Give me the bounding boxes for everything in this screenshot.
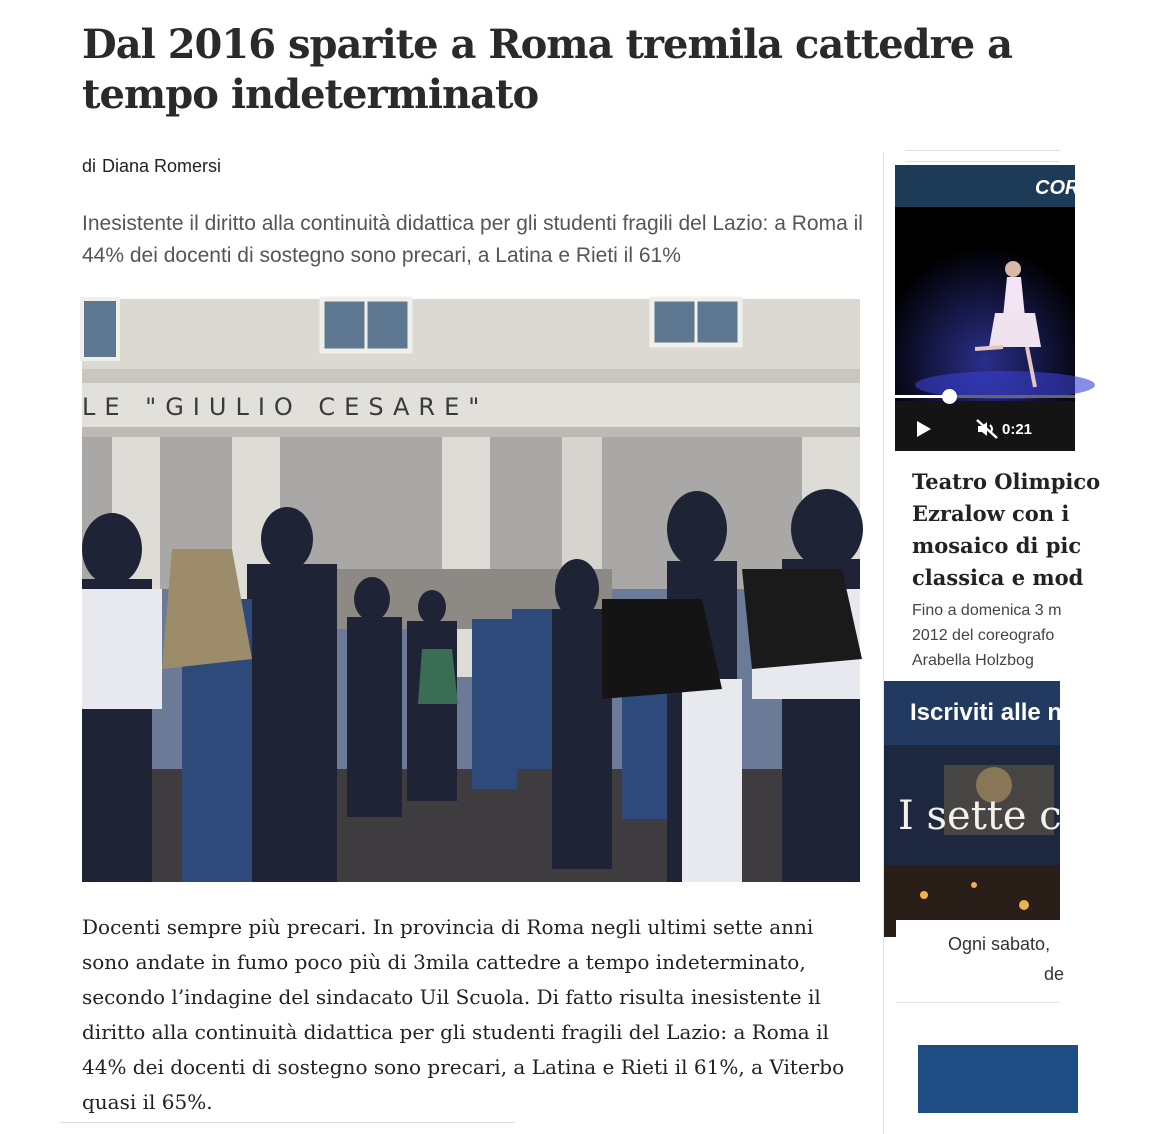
article-title: Dal 2016 sparite a Roma tremila cattedre a tempo indeterminato (82, 21, 1013, 118)
byline-prefix: di (82, 156, 97, 176)
author-link[interactable]: Diana Romersi (102, 156, 222, 176)
sidebar-story-title-line: classica e mod (912, 565, 1084, 590)
promo-caption (896, 920, 1065, 1003)
sidebar-story-title-line: mosaico di pic (912, 533, 1082, 558)
video-topbar (895, 165, 1080, 207)
dancer-frame (895, 207, 1075, 401)
school-entrance-illustration (82, 299, 860, 882)
article-summary: Inesistente il diritto alla continuità didattica per gli studenti fragili del Lazio: a Roma il 44% dei docenti di sostegno sono precari, a Latina e Rieti il 61% (82, 212, 863, 267)
video-progress-bar[interactable] (895, 395, 1075, 398)
sidebar-story-title-line: Teatro Olimpico (912, 469, 1101, 494)
promo-caption-line: Ogni sabato, (948, 934, 1051, 954)
play-icon[interactable] (917, 421, 931, 437)
sidebar-story-title[interactable] (912, 466, 1172, 594)
sidebar-story-summary-line: Arabella Holzbog (912, 652, 1034, 669)
promo-caption-line: de (1044, 964, 1065, 984)
bottom-divider (60, 1122, 515, 1123)
promo-night-city-illustration (884, 745, 1060, 937)
promo-headline: I sette c (898, 793, 1062, 839)
newsletter-signup-label: Iscriviti alle n (910, 699, 1063, 726)
muted-speaker-icon[interactable] (975, 417, 999, 441)
video-player[interactable] (895, 165, 1080, 451)
sidebar-story-summary-line: 2012 del coreografo (912, 627, 1055, 644)
article-body: Docenti sempre più precari. In provincia di Roma negli ultimi sette anni sono andate in fumo poco più di 3mila cattedre a tempo indeterminato, secondo l’indagine del sindacato Uil Scuola. Di fatto risulta inesistente il diritto alla continuità didattica per gli studenti fragili del Lazio: a Roma il 44% dei docenti di sostegno sono precari, a Latina e Rieti il 61%, a Viterbo quasi il 65%. (82, 915, 845, 1114)
sidebar-story-title-line: Ezralow con i (912, 501, 1070, 526)
sidebar (884, 160, 1101, 1134)
sidebar-subscribe-button[interactable] (918, 1045, 1078, 1113)
sidebar-story-summary (912, 598, 1172, 673)
facade-sign: LE "GIULIO CESARE" (82, 393, 489, 421)
video-brand-logo: COR (1035, 177, 1080, 199)
video-progress-fill (895, 395, 949, 398)
video-time: 0:21 (1002, 421, 1033, 438)
article-photo (82, 299, 860, 882)
video-scrub-handle[interactable] (942, 389, 957, 404)
byline (82, 156, 221, 177)
newsletter-promo[interactable] (884, 681, 1063, 937)
sidebar-story-summary-line: Fino a domenica 3 m (912, 602, 1062, 619)
